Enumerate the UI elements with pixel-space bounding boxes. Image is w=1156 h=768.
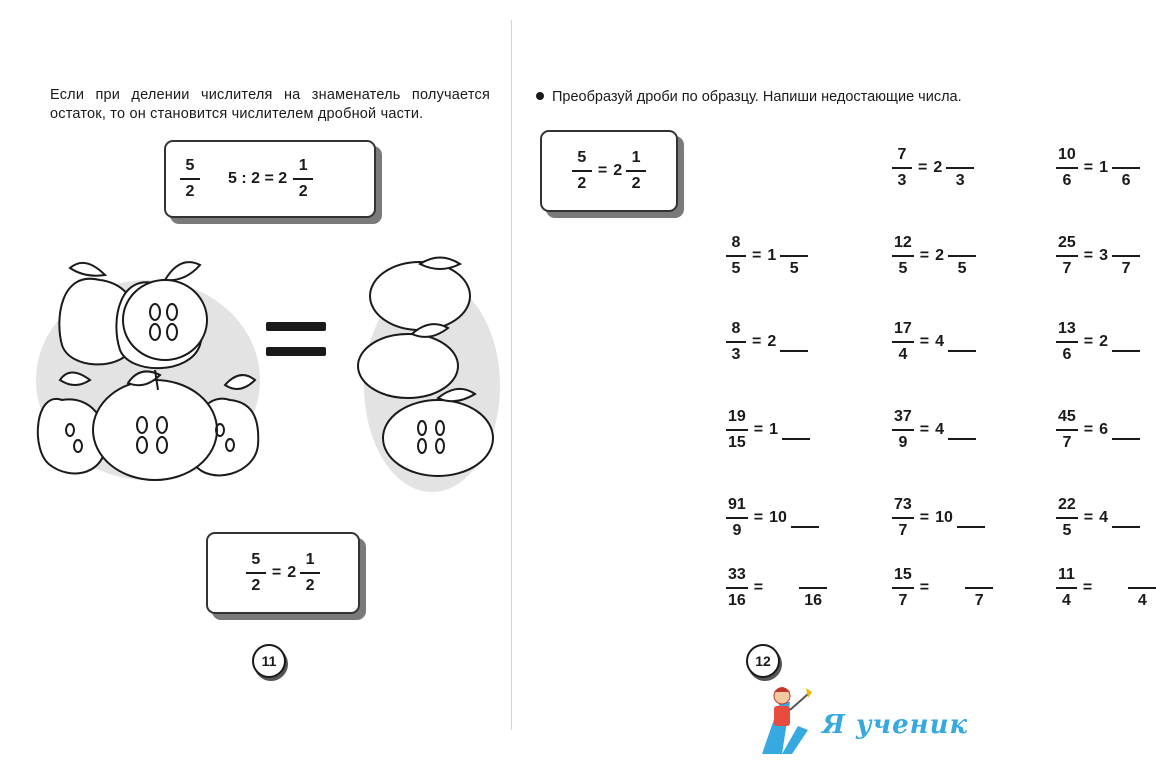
equals-sign	[266, 322, 326, 356]
exercise-10: $\frac{37}{9}$ = 4	[892, 406, 976, 454]
top-example-box	[164, 140, 376, 218]
whole-part: 2	[935, 247, 945, 264]
answer-fraction: 5	[780, 234, 808, 278]
answer-fraction	[1112, 417, 1140, 443]
whole-part: 2	[767, 333, 777, 350]
whole-part: 1	[1099, 159, 1109, 176]
division-expression: 5 : 2 = 2	[228, 170, 288, 187]
brand-name: Я ученик	[822, 710, 969, 740]
fraction: $\frac{5}{2}$	[180, 157, 200, 201]
exercise-14: $\frac{22}{5}$ = 4	[1056, 494, 1140, 542]
exercise-8: $\frac{13}{6}$ = 2	[1056, 318, 1140, 366]
bullet-icon	[536, 92, 544, 100]
answer-fraction	[948, 329, 976, 355]
apples-illustration-right	[350, 246, 500, 492]
answer-fraction	[1112, 505, 1140, 531]
answer-fraction: 16	[799, 566, 827, 610]
answer-fraction: 6	[1112, 146, 1140, 190]
exercise-15: $\frac{33}{16}$ = 16	[726, 564, 827, 612]
exercise-12: $\frac{91}{9}$ = 10	[726, 494, 819, 542]
sample-box: $\frac{5}{2}$ = 2 $\frac{1}{2}$	[540, 130, 678, 212]
exercise-16: $\frac{15}{7}$ = 7	[892, 564, 993, 612]
task-instruction: Преобразуй дроби по образцу. Напиши недостающие числа.	[536, 88, 992, 107]
rule-text: Если при делении числителя на знаменатель получается остаток, то он становится числителем дробной части.	[50, 87, 490, 122]
exercise-3: $\frac{8}{5}$ = 1 5	[726, 232, 808, 280]
answer-fraction	[782, 417, 810, 443]
whole-part: 4	[935, 333, 945, 350]
answer-fraction	[957, 505, 985, 531]
answer-fraction: 7	[965, 566, 993, 610]
exercise-9: $\frac{19}{15}$ = 1	[726, 406, 810, 454]
answer-fraction	[948, 417, 976, 443]
whole-part: 2	[933, 159, 943, 176]
page-number: 12	[746, 644, 780, 678]
right-page	[512, 0, 1147, 768]
exercise-17: $\frac{11}{4}$ = 4	[1056, 564, 1156, 612]
page-number: 11	[252, 644, 286, 678]
exercise-13: $\frac{73}{7}$ = 10	[892, 494, 985, 542]
whole-part: 1	[769, 421, 779, 438]
exercise-4: $\frac{12}{5}$ = 2 5	[892, 232, 976, 280]
exercise-2: $\frac{10}{6}$ = 1 6	[1056, 144, 1140, 192]
exercise-6: $\frac{8}{3}$ = 2	[726, 318, 808, 366]
bottom-example-box: $\frac{5}{2}$ = 2 $\frac{1}{2}$	[206, 532, 360, 614]
apples-illustration-left	[30, 250, 260, 490]
whole-part: 10	[935, 509, 953, 526]
exercise-7: $\frac{17}{4}$ = 4	[892, 318, 976, 366]
whole-part: 10	[769, 509, 787, 526]
left-page	[0, 0, 512, 768]
exercise-5: $\frac{25}{7}$ = 3 7	[1056, 232, 1140, 280]
answer-fraction	[780, 329, 808, 355]
child-painter-icon	[752, 682, 822, 760]
whole-part: 4	[935, 421, 945, 438]
exercise-11: $\frac{45}{7}$ = 6	[1056, 406, 1140, 454]
whole-part: 2	[1099, 333, 1109, 350]
answer-fraction	[1112, 329, 1140, 355]
exercise-1: $\frac{7}{3}$ = 2 3	[892, 144, 974, 192]
mixed-fraction: $\frac{1}{2}$	[293, 157, 313, 201]
answer-fraction	[791, 505, 819, 531]
whole-part: 3	[1099, 247, 1109, 264]
mixed-fraction: $\frac{1}{2}$	[300, 551, 320, 595]
answer-fraction: 3	[946, 146, 974, 190]
whole-part: 4	[1099, 509, 1109, 526]
brand-logo	[752, 682, 992, 760]
answer-fraction: 5	[948, 234, 976, 278]
whole-part: 6	[1099, 421, 1109, 438]
answer-fraction: 7	[1112, 234, 1140, 278]
fraction: $\frac{5}{2}$	[246, 551, 266, 595]
whole-part: 1	[767, 247, 777, 264]
answer-fraction: 4	[1128, 566, 1156, 610]
